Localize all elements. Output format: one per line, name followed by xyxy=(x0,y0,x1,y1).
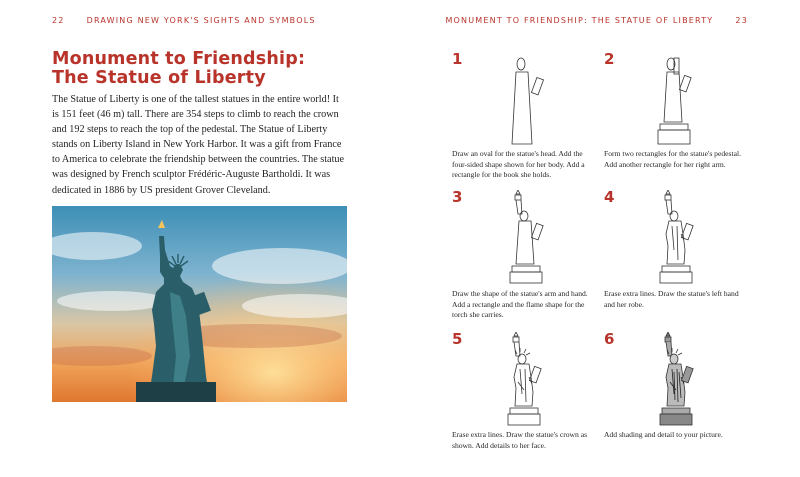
step-5-drawing xyxy=(502,332,562,426)
right-page-number: 23 xyxy=(735,16,748,25)
step-1 xyxy=(452,52,602,182)
step-caption: Draw the shape of the statue's arm and hand. Add a rectangle and the flame shape for the torch she carries. xyxy=(452,289,588,320)
step-4-drawing xyxy=(654,190,714,284)
statue-of-liberty-photo xyxy=(52,206,347,402)
right-running-head xyxy=(445,16,748,25)
step-number: 1 xyxy=(452,50,463,68)
page-title xyxy=(52,50,352,88)
step-6-drawing xyxy=(654,332,714,426)
step-1-drawing xyxy=(502,52,562,146)
step-caption: Draw an oval for the statue's head. Add the four-sided shape shown for her body. Add a rectangle for the book she holds. xyxy=(452,149,585,180)
step-5 xyxy=(452,332,602,462)
step-caption: Erase extra lines. Draw the statue's left hand and her robe. xyxy=(604,289,739,309)
step-number: 5 xyxy=(452,330,463,348)
step-number: 4 xyxy=(604,188,615,206)
step-caption: Erase extra lines. Draw the statue's crown as shown. Add details to her face. xyxy=(452,430,588,450)
step-number: 2 xyxy=(604,50,615,68)
step-number: 6 xyxy=(604,330,615,348)
step-2 xyxy=(604,52,754,182)
step-4 xyxy=(604,190,754,320)
left-page-number: 22 xyxy=(52,16,65,25)
title-line-1: Monument to Friendship: xyxy=(52,49,306,69)
step-6 xyxy=(604,332,754,462)
step-2-drawing xyxy=(654,52,714,146)
step-3-drawing xyxy=(502,190,562,284)
title-line-2: The Statue of Liberty xyxy=(52,68,266,88)
left-running-head-text: DRAWING NEW YORK'S SIGHTS AND SYMBOLS xyxy=(86,16,316,25)
step-caption: Add shading and detail to your picture. xyxy=(604,430,723,439)
left-running-head xyxy=(52,16,316,25)
step-3 xyxy=(452,190,602,320)
article-body: The Statue of Liberty is one of the tallest statues in the entire world! It is 151 feet (46 m) tall. There are 354 steps to climb to reach the crown and 192 steps to reach the top of the pedestal. The Statue of Liberty stands on Liberty Island in New York Harbor. It was a gift from France to America to celebrate the friendship between the countries. The statue was designed by French sculptor Frédéric-Auguste Bartholdi. It was dedicated in 1886 by US president Grover Cleveland. xyxy=(52,94,345,196)
right-running-head-text: MONUMENT TO FRIENDSHIP: THE STATUE OF LIBERTY xyxy=(445,16,714,25)
step-caption: Form two rectangles for the statue's pedestal. Add another rectangle for her right arm. xyxy=(604,149,741,169)
step-number: 3 xyxy=(452,188,463,206)
